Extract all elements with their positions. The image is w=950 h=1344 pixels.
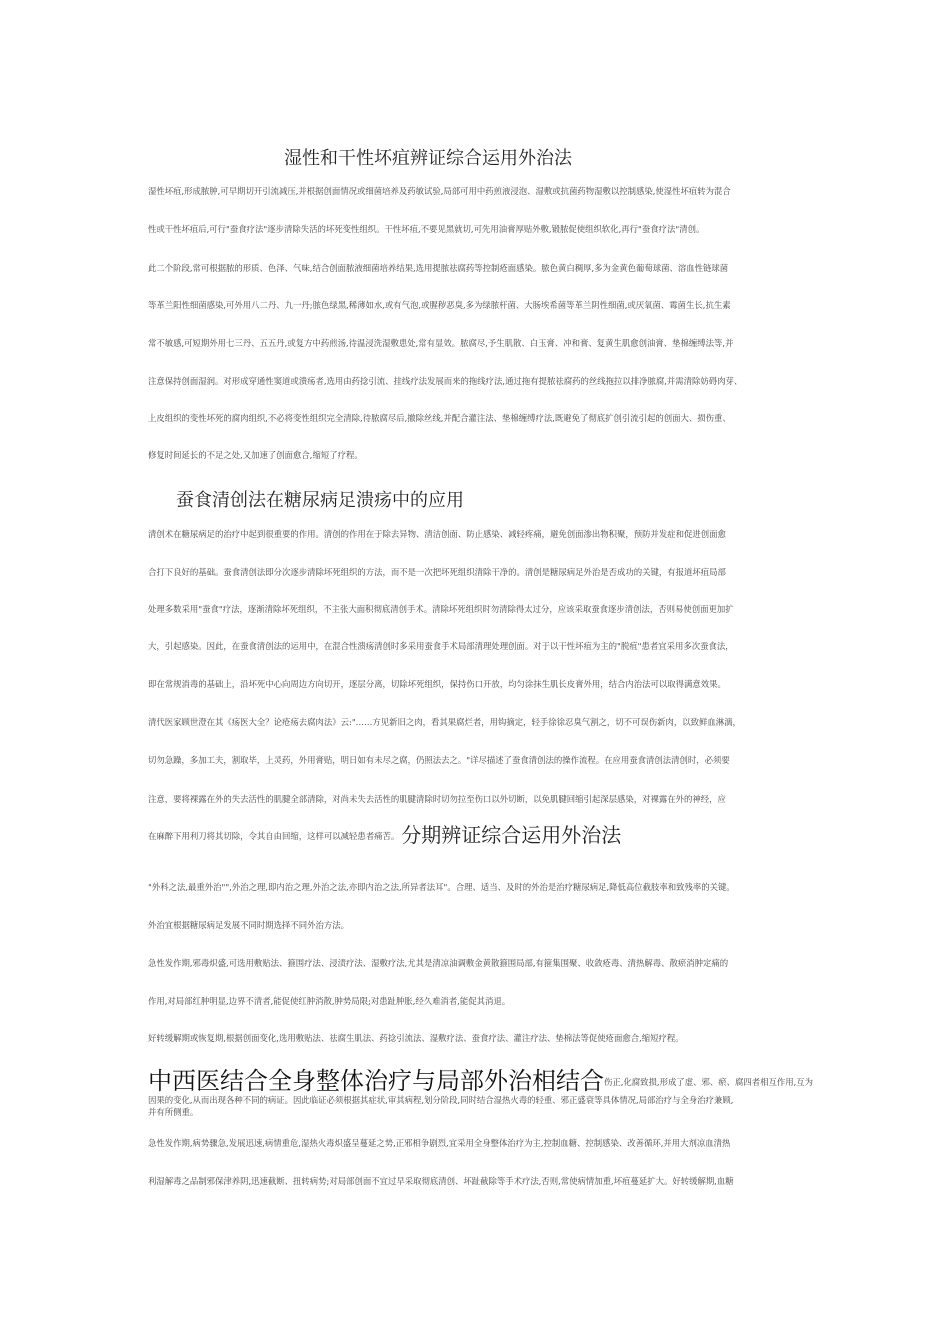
section-title-wet-dry-gangrene: 湿性和干性坏疽辨证综合运用外治法 [284,148,572,169]
paragraph-line: "外科之法,最重外治"",外治之理,即内治之理,外治之法,亦即内治之法,所异者法耳"。合理、适当、及时的外治是治疗糖尿病足,降低高位截肢率和致残率的关键。 [148,882,735,892]
paragraph-line: 注意保持创面湿润。对形成穿通性窦道或溃疡者,选用由药捻引流、挂线疗法发展而来的拖线疗法,通过拖有提脓祛腐药的丝线拖拉以排净脓腐,并需清除妨碍肉芽、 [148,376,743,386]
section-title-integrated-treatment: 中西医结合全身整体治疗与局部外治相结合 [148,1067,604,1095]
paragraph-line: 此二个阶段,常可根据脓的形质、色泽、气味,结合创面脓液细菌培养结果,选用提脓祛腐药等控制疮面感染。脓色黄白稠厚,多为金黄色葡萄球菌、溶血性链球菌 [148,263,729,273]
heading-line-with-text [148,1067,813,1095]
paragraph-line: 外治宜根据糖尿病足发展不同时期选择不同外治方法。 [148,920,349,930]
paragraph-text: 伤正,化腐致损,形成了虚、邪、瘀、腐四者相互作用,互为 [604,1077,813,1087]
paragraph-line: 切勿急躁，多加工夫，割取毕，上灵药，外用膏贴，明日如有未尽之腐，仍照法去之。"详尽描述了蚕食清创法的操作流程。在应用蚕食清创法清创时，必须要 [148,755,730,765]
section-title-debridement: 蚕食清创法在糖尿病足溃疡中的应用 [176,490,464,511]
paragraph-line: 湿性坏疽,形成脓肿,可早期切开引流减压,并根据创面情况或细菌培养及药敏试验,局部可用中药煎液浸泡、湿敷或抗菌药物湿敷以控制感染,使湿性坏疽转为混合 [148,186,731,196]
paragraph-line: 清创术在糖尿病足的治疗中起到很重要的作用。清创的作用在于除去异物、清洁创面、防止感染、减轻疼痛，避免创面渗出物积聚，预防并发症和促进创面愈 [148,529,726,539]
paragraph-line: 等革兰阳性细菌感染,可外用八二丹、九一丹;脓色绿黑,稀薄如水,或有气泡,或腥秽恶臭,多为绿脓杆菌、大肠埃希菌等革兰阴性细菌,或厌氧菌、霉菌生长,抗生素 [148,300,731,310]
paragraph-line: 常不敏感,可短期外用七三丹、五五丹,或复方中药煎汤,待温浸洗湿敷患处,常有显效。脓腐尽,予生肌散、白玉膏、冲和膏、复黄生肌愈创油膏、垫棉缠缚法等,并 [148,338,734,348]
section-title-staged-treatment: 分期辨证综合运用外治法 [401,823,622,847]
paragraph-line: 性或干性坏疽后,可行"蚕食疗法"逐步清除失活的坏死变性组织。干性坏疽,不要见黑就切,可先用油膏厚贴外敷,锻脓促使组织软化,再行"蚕食疗法"清创。 [148,224,705,234]
paragraph-line: 好转缓解期或恢复期,根据创面变化,选用敷贴法、祛腐生肌法、药捻引流法、湿敷疗法、蚕食疗法、灌注疗法、垫棉法等促使疮面愈合,缩短疗程。 [148,1033,684,1043]
paragraph-line: 清代医家顾世澄在其《疡医大全？论疮疡去腐肉法》云:"……方见新旧之肉，看其果腐烂者，用钩摘定，轻手徐徐忍臭气割之，切不可误伤新肉，以致鲜血淋漓， [148,717,741,727]
paragraph-line: 作用,对局部红肿明显,边界不清者,能促使红肿消散,肿势局限;对患趾肿胀,经久难消者,能促其消退。 [148,996,511,1006]
paragraph-line: 修复时间延长的不足之处,又加速了创面愈合,缩短了疗程。 [148,450,363,460]
paragraph-line: 处理多数采用"蚕食"疗法，逐渐清除坏死组织，不主张大面积彻底清创手术。清除坏死组织时勿清除得太过分，应该采取蚕食逐步清创法，否则易使创面更加扩 [148,604,734,614]
paragraph-line: 大，引起感染。因此，在蚕食清创法的运用中，在混合性溃疡清创时多采用蚕食手术局部清理处理创面。对于以干性坏疽为主的"脱疽"患者宜采用多次蚕食法， [148,641,734,651]
paragraph-line: 并有所侧重。 [148,1107,199,1117]
paragraph-line: 注意，要将裸露在外的失去活性的肌腱全部清除，对尚未失去活性的肌腱清除时切勿拉至伤口以外切断，以免肌腱回缩引起深层感染，对裸露在外的神经，应 [148,794,726,804]
paragraph-line: 利湿解毒之品制邪保津养阴,迅速截断、扭转病势;对局部创面不宜过早采取彻底清创、坏趾截除等手术疗法,否则,常使病情加重,坏疽蔓延扩大。好转缓解期,血糖 [148,1176,734,1186]
paragraph-text: 在麻醉下用利刀将其切除，令其自由回缩，这样可以减轻患者痛苦。 [148,831,400,841]
paragraph-line: 急性发作期,病势骤急,发展迅速,病情重危,湿热火毒炽盛呈蔓延之势,正邪相争剧烈,宜采用全身整体治疗为主,控制血糖、控制感染、改善循环,并用大剂凉血清热 [148,1138,731,1148]
paragraph-line: 因果的变化,从而出现各种不同的病证。因此临证必须根据其症状,审其病程,划分阶段,同时结合湿热火毒的轻重、邪正盛衰等具体情况,局部治疗与全身治疗兼顾, [148,1095,734,1105]
paragraph-line: 急性发作期,邪毒炽盛,可选用敷贴法、箍围疗法、浸渍疗法、湿敷疗法,尤其是清凉油调敷金黄散箍围局部,有箍集围聚、收敛疮毒、清热解毒、散瘀消肿定痛的 [148,958,729,968]
paragraph-line: 上皮组织的变性坏死的腐肉组织,不必将变性组织完全清除,待脓腐尽后,撤除丝线,并配合灌注法、垫棉缠缚疗法,既避免了彻底扩创引流引起的创面大、损伤重、 [148,413,731,423]
paragraph-line-with-heading [148,823,622,847]
paragraph-line: 即在常规消毒的基础上，沿坏死中心向周边方向切开，逐层分离，切除坏死组织，保持伤口开放，均匀涂抹生肌长皮膏外用，结合内治法可以取得满意效果。 [148,679,726,689]
paragraph-line: 合打下良好的基础。蚕食清创法即分次逐步清除坏死组织的方法，而不是一次把坏死组织清除干净的。清创是糖尿病足外治是否成功的关键，有报道坏疽局部 [148,567,726,577]
